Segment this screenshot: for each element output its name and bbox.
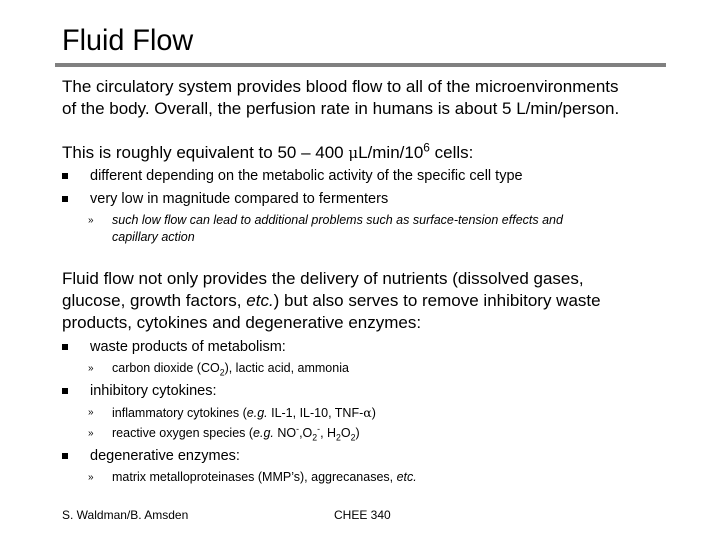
raquo-bullet-icon: » [88,363,94,374]
equivalence-paragraph: This is roughly equivalent to 50 – 400 $\mu L/\min/10^6$ cells: [62,140,474,162]
bullet-item: different depending on the metabolic activity of the specific cell type [62,166,672,186]
sub-bullet-item: » carbon dioxide $(CO_2)$, lactic acid, ammonia [88,361,349,378]
square-bullet-icon [62,196,68,202]
footer-course: CHEE 340 [334,508,391,522]
bullet-item: very low in magnitude compared to fermenters [62,189,672,209]
sub-bullet-item: » matrix metalloproteinases (MMP’s), aggrecanases, etc. [88,470,417,484]
square-bullet-icon [62,173,68,179]
fluid-flow-bullets [62,337,672,486]
slide-title: Fluid Flow [62,24,194,57]
bullet-item-waste: waste products of metabolism: [62,337,672,357]
square-bullet-icon [62,344,68,350]
sub-bullet-item: » inflammatory cytokines (e.g. IL-1, IL-10, TNF-α) [88,405,376,420]
raquo-bullet-icon: » [88,472,94,483]
square-bullet-icon [62,388,68,394]
sub-bullet-item: » reactive oxygen species (e.g. $NO^-,O_2^-$, $H_2O_2$) [88,423,360,443]
equivalence-bullets [62,166,672,246]
intro-paragraph: The circulatory system provides blood flow to all of the microenvironments of the body. Overall, the perfusion rate in humans is about 5 L/min/person. [62,77,620,118]
raquo-bullet-icon: » [88,407,94,418]
fluid-flow-paragraph: Fluid flow not only provides the delivery of nutrients (dissolved gases, glucose, growth factors, etc.) but also serves to remove inhibitory waste products, cytokines and degenerative enzymes: [62,269,601,332]
title-divider [55,63,666,67]
raquo-bullet-icon: » [88,215,94,226]
bullet-item-enzymes: degenerative enzymes: [62,446,672,466]
sub-bullet-item: » such low flow can lead to additional problems such as surface-tension effects and capillary action [88,213,563,244]
raquo-bullet-icon: » [88,428,94,439]
footer-authors: S. Waldman/B. Amsden [62,508,189,522]
slide-body [62,76,672,486]
bullet-item-cytokines: inhibitory cytokines: [62,381,672,401]
square-bullet-icon [62,453,68,459]
